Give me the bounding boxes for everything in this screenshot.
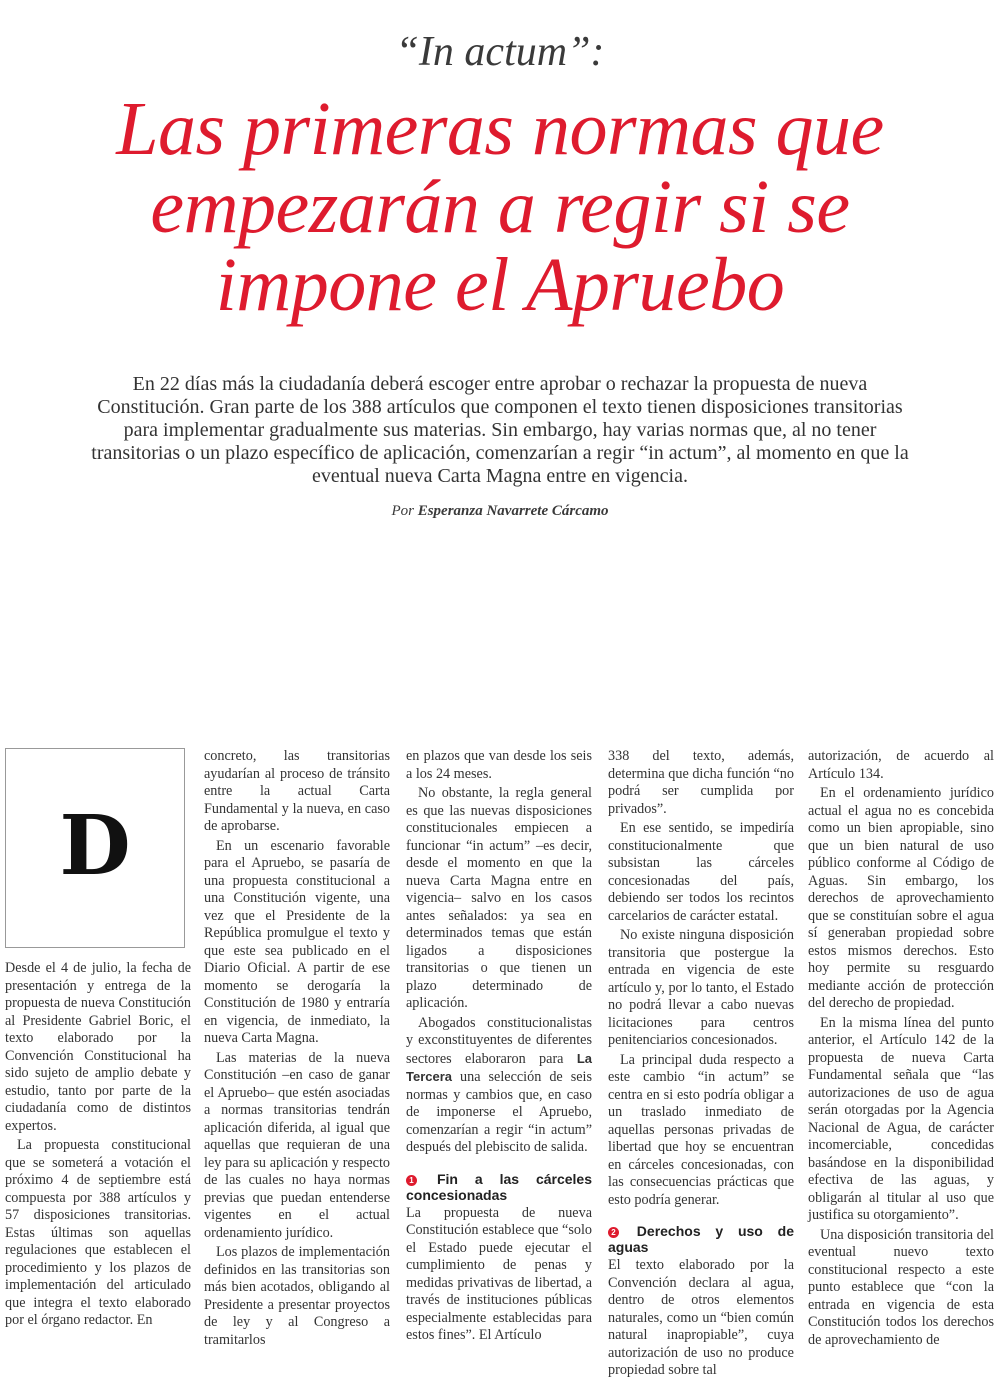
- section-title: Derechos y uso de aguas: [608, 1223, 794, 1255]
- body-text: una selección de seis normas y cambios que, en caso de imponerse el Apruebo, comenzarían a regir “in actum” después del plebiscito de salida.: [406, 1069, 593, 1155]
- article-column-1: [5, 748, 191, 1332]
- body-paragraph: En ese sentido, se impediría constitucionalmente que subsistan las cárceles concesionadas del país, debiendo ser todos los recintos carcelarios de carácter estatal.: [608, 820, 794, 924]
- lead-line: En 22 días más la ciudadanía deberá escoger entre aprobar o rechazar la propuesta de nueva: [132, 373, 868, 395]
- body-paragraph: La propuesta de nueva Constitución establece que “solo el Estado puede ejecutar el cumplimiento de penas y medidas privativas de libertad, a través de instituciones públicas especialmente establecidas para estos fines”. El Artículo: [406, 1204, 592, 1343]
- article-column-4: [608, 748, 794, 1382]
- body-paragraph: concreto, las transitorias ayudarían al proceso de tránsito entre la actual Carta Fundamental y la nueva, en caso de aprobarse.: [204, 748, 390, 834]
- headline-line: impone el Apruebo: [215, 243, 785, 327]
- lead-line: transitorias o un plazo específico de aplicación, comenzarían a regir “in actum”, al momento en que la: [91, 442, 909, 464]
- article-column-5: [808, 748, 994, 1351]
- body-paragraph: Las materias de la nueva Constitución –en caso de ganar el Apruebo– que estén asociadas a normas transitorias tendrán aplicación diferida, al igual que aquellas que requieran de una ley para su aplicación y respecto de las cuales no haya normas previas que puedan entenderse vigentes en el actual ordenamiento jurídico.: [204, 1049, 390, 1241]
- body-paragraph: La principal duda respecto a este cambio “in actum” se centra en si esto podría obligar a un traslado inmediato de aquellas personas privadas de libertad que hoy se encuentran en cárceles concesionadas, con las consecuencias prácticas que esto podría generar.: [608, 1051, 794, 1208]
- body-paragraph: autorización, de acuerdo al Artículo 134.: [808, 748, 994, 782]
- lead-paragraph: [62, 373, 938, 488]
- body-text: Abogados constitucionalistas y exconstituyentes de diferentes sectores elaboraron para: [406, 1014, 592, 1067]
- section-title: Fin a las cárceles concesionadas: [406, 1170, 593, 1203]
- body-paragraph: Desde el 4 de julio, la fecha de presentación y entrega de la propuesta de nueva Constitución al Presidente Gabriel Boric, el texto elaborado por la Convención Constitucional ha sido sujeto de amplio debate y estudio, tanto por parte de la ciudadanía como de distintos expertos.: [5, 960, 191, 1134]
- section-heading-2: [608, 1223, 794, 1255]
- headline-line: empezarán a regir si se: [150, 165, 850, 249]
- lead-line: eventual nueva Carta Magna entre en vigencia.: [312, 465, 688, 487]
- byline-author: Esperanza Navarrete Cárcamo: [417, 503, 609, 519]
- body-paragraph: En el ordenamiento jurídico actual el agua no es concebida como un bien apropiable, sino que un bien natural de uso público conforme al Código de Aguas. Sin embargo, los derechos de aprovechamiento que se constituían sobre el agua sí generaban propiedad sobre estos mismos derechos. Esto hoy permite su resguardo mediante acción de protección del derecho de propiedad.: [808, 785, 994, 1011]
- byline: [0, 503, 1000, 520]
- body-paragraph: 338 del texto, además, determina que dicha función “no podrá ser cumplida por privados”.: [608, 748, 794, 817]
- section-number-badge: 2: [608, 1227, 619, 1238]
- lead-line: Constitución. Gran parte de los 388 artículos que componen el texto tienen disposiciones transitorias: [97, 396, 903, 418]
- body-paragraph: Una disposición transitoria del eventual nuevo texto constitucional respecto a este punto establece que “con la entrada en vigencia de esta Constitución todos los derechos de aprovechamiento de: [808, 1226, 994, 1348]
- byline-prefix: Por: [391, 503, 414, 519]
- kicker: “In actum”:: [395, 29, 605, 75]
- body-paragraph: En un escenario favorable para el Apruebo, se pasaría de una propuesta constitucional a una Constitución vigente, una vez que el Presidente de la República promulgue el texto y que este sea publicado en el Diario Oficial. A partir de ese momento se derogaría la Constitución de 1980 y entraría en vigencia, de inmediato, la nueva Carta Magna.: [204, 837, 390, 1046]
- article-column-2: [204, 748, 390, 1351]
- article-column-3: [406, 748, 592, 1347]
- body-paragraph: No existe ninguna disposición transitoria que postergue la entrada en vigencia de este artículo y, por lo tanto, el Estado no podrá llevar a cabo nuevas licitaciones para centros penitenciarios concesionados.: [608, 927, 794, 1048]
- body-paragraph: [406, 1015, 592, 1157]
- body-paragraph: En la misma línea del punto anterior, el Artículo 142 de la propuesta de nueva Carta Fundamental señala que “las autorizaciones de uso de agua serán otorgadas por la Agencia Nacional de Agua, de carácter incomerciable, concedidas basándose en la disponibilidad efectiva de las aguas, y obligarán al titular al uso que justifica su otorgamiento”.: [808, 1014, 994, 1223]
- body-paragraph: en plazos que van desde los seis a los 24 meses.: [406, 748, 592, 782]
- dropcap: D: [59, 798, 131, 894]
- body-paragraph: No obstante, la regla general es que las nuevas disposiciones constitucionales empiecen a funcionar “in actum” –es decir, desde el momento en que la nueva Carta Magna entre en vigencia– salvo en los casos antes señalados: ya sea en determinados temas que están ligados a disposiciones transitorias o que tienen un plazo determinado de aplicación.: [406, 785, 592, 1011]
- body-paragraph: La propuesta constitucional que se someterá a votación el próximo 4 de septiembre está compuesta por 388 artículos y 57 disposiciones transitorias. Estas últimas son aquellas regulaciones que establecen el procedimiento y los plazos de implementación del articulado que integra el texto elaborado por el órgano redactor. En: [5, 1137, 191, 1328]
- lead-line: para implementar gradualmente sus materias. Sin embargo, hay varias normas que, al no tener: [123, 419, 877, 441]
- body-paragraph: Los plazos de implementación definidos en las transitorias son más bien acotados, obligando al Presidente a presentar proyectos de ley y al Congreso a tramitarlos: [204, 1244, 390, 1348]
- newspaper-name: La Tercera: [406, 1050, 593, 1084]
- section-number-badge: 1: [406, 1175, 417, 1186]
- headline-line: Las primeras normas que: [116, 87, 884, 171]
- body-paragraph: El texto elaborado por la Convención declara al agua, dentro de otros elementos naturales, como un “bien común natural inapropiable”, cuya autorización de uso no produce propiedad sobre tal: [608, 1257, 794, 1378]
- headline: [30, 87, 970, 327]
- section-heading-1: [406, 1171, 592, 1203]
- dropcap-box: [5, 748, 185, 948]
